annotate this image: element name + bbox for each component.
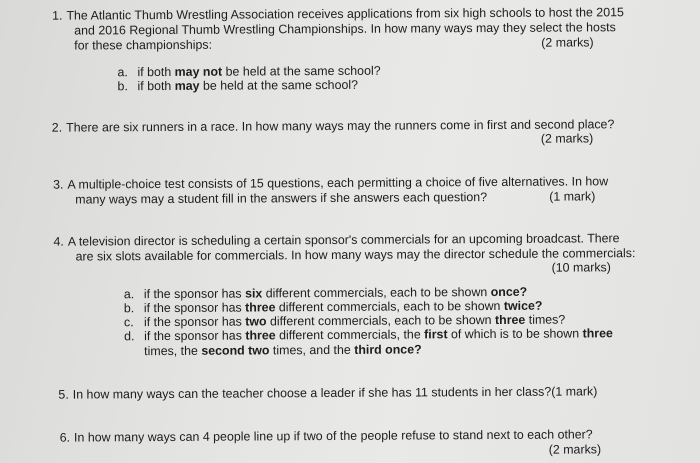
question-4-line-1: 4. A television director is scheduling a certain sponsor's commercials for an upcoming broadcast. There [53, 231, 620, 249]
question-4 [53, 231, 635, 265]
option-letter: d. [124, 329, 135, 344]
question-number: 6. [59, 430, 71, 445]
question-3 [53, 174, 608, 207]
question-1-line-2: and 2016 Regional Thumb Wrestling Championships. In how many ways may they select the hosts [74, 20, 616, 38]
question-1-option-a: a. if both may not be held at the same school? [117, 63, 381, 80]
question-1-marks: (2 marks) [541, 35, 594, 50]
question-4-option-b: b. if the sponsor has three different commercials, each to be shown twice? [123, 298, 543, 316]
option-letter: b. [123, 301, 135, 316]
question-number: 3. [53, 177, 64, 192]
question-5 [58, 384, 597, 402]
question-3-line-1: 3. A multiple-choice test consists of 15 questions, each permitting a choice of five alternatives. In how [53, 174, 609, 192]
question-number: 2. [51, 120, 63, 135]
question-4-option-d-line-2: times, the second two times, and the third once? [144, 342, 422, 359]
question-2-marks: (2 marks) [540, 131, 594, 146]
option-letter: c. [123, 315, 134, 330]
option-letter: b. [117, 79, 128, 94]
question-1-line-3: for these championships: [74, 37, 213, 53]
question-1 [52, 5, 624, 53]
question-number: 4. [53, 234, 64, 249]
question-3-line-2: many ways may a student fill in the answers if she answers each question? [75, 190, 488, 207]
question-2-line-1: 2. There are six runners in a race. In how many ways may the runners come in first and second place? [51, 117, 615, 135]
question-number: 5. [58, 387, 69, 402]
question-6 [60, 427, 593, 445]
question-4-line-2: are six slots available for commercials. In how many ways may the director schedule the commercials: [75, 246, 636, 264]
question-4-marks: (10 marks) [551, 260, 611, 275]
option-letter: a. [123, 287, 135, 302]
question-3-marks: (1 mark) [549, 189, 596, 204]
option-letter: a. [117, 65, 128, 80]
question-1-line-1: 1. The Atlantic Thumb Wrestling Association receives applications from six high schools to host the 2015 [52, 5, 624, 23]
question-4-option-d: d. if the sponsor has three different commercials, the first of which is to be shown three times, the second two times, and the third once? [124, 326, 613, 359]
question-number: 1. [52, 8, 63, 23]
question-5-line-1: 5. In how many ways can the teacher choose a leader if she has 11 students in her class?(1 mark) [58, 384, 598, 402]
question-4-option-c: c. if the sponsor has two different commercials, each to be shown three times? [123, 312, 566, 330]
question-6-line-1: 6. In how many ways can 4 people line up if two of the people refuse to stand next to each other? [59, 427, 593, 445]
question-4-option-a: a. if the sponsor has six different commercials, each to be shown once? [123, 284, 528, 302]
question-1-option-b: b. if both may be held at the same school? [117, 77, 359, 94]
question-2 [52, 117, 615, 135]
question-6-marks: (2 marks) [548, 442, 602, 457]
